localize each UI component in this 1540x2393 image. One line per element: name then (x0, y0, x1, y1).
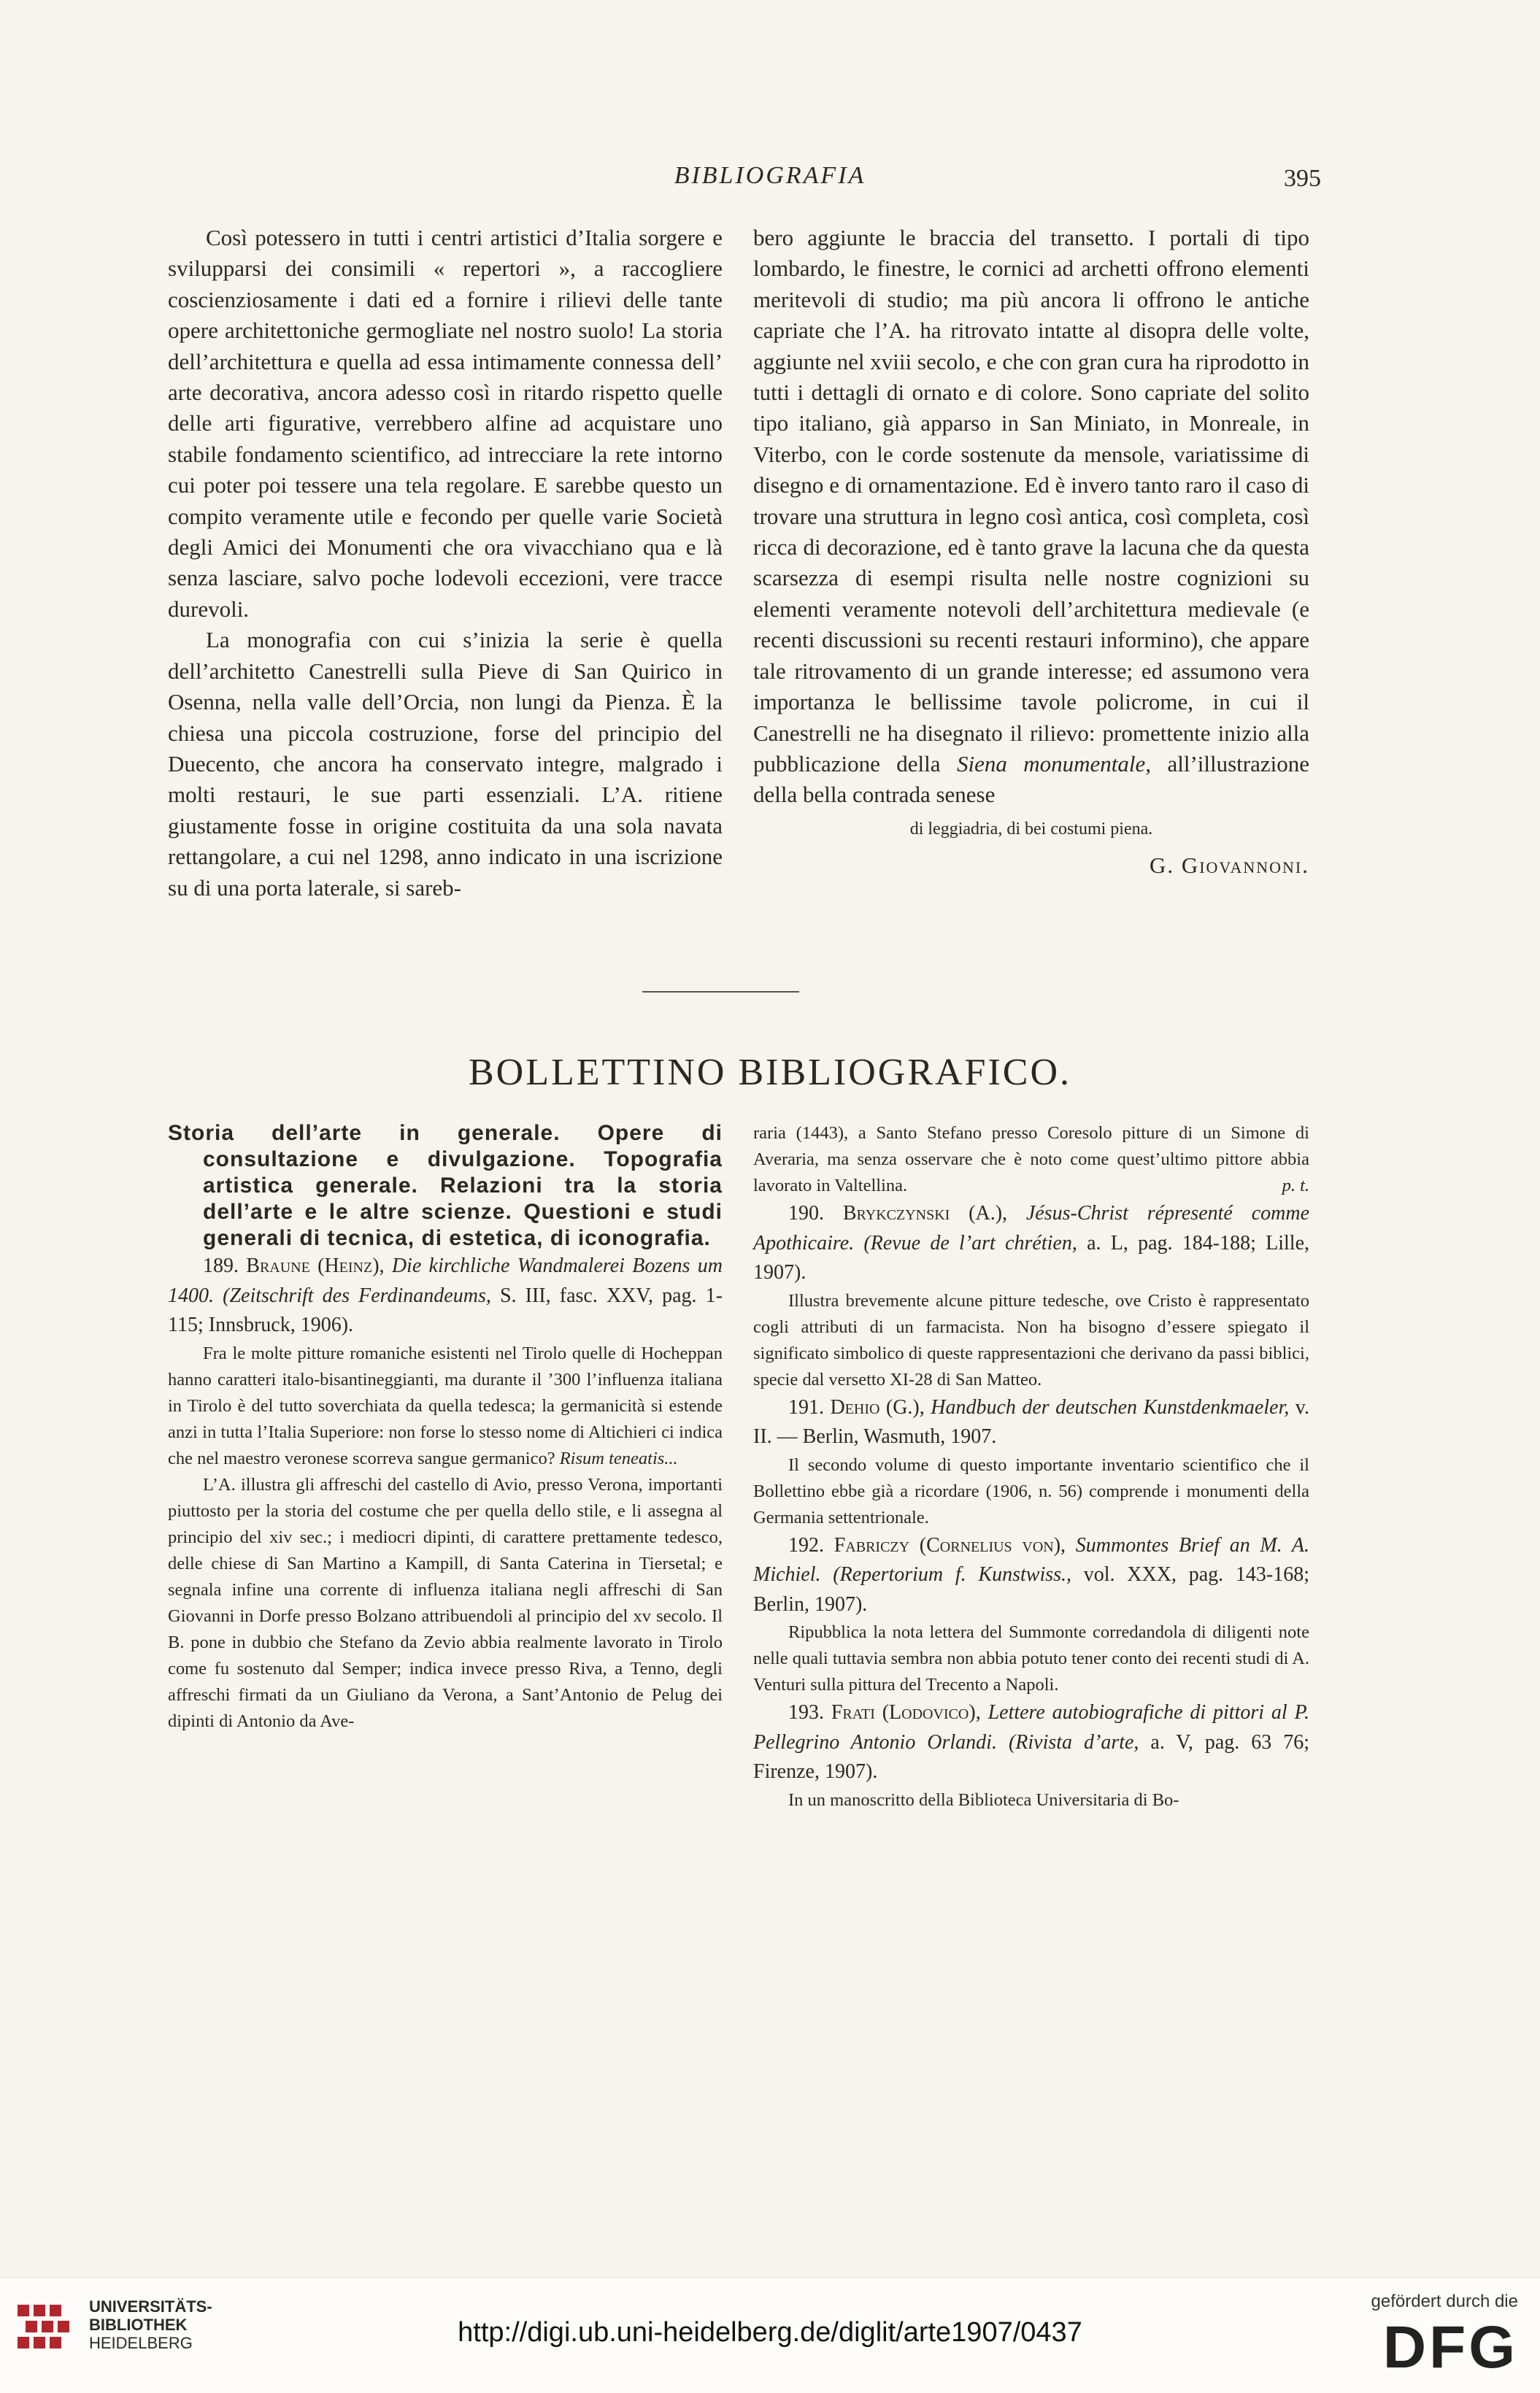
entry-number: 193. (788, 1701, 824, 1724)
entry-title: Lettere autobiografiche di pittori al P. Pellegrino Antonio Orlandi. (753, 1701, 1310, 1754)
library-name-line: HEIDELBERG (89, 2334, 193, 2352)
entry-title: Handbuch der deutschen Kunstdenkmaeler, (931, 1395, 1290, 1419)
page-number: 395 (1284, 165, 1321, 192)
entry-note: L’A. illustra gli affreschi del castello di Avio, presso Verona, importanti piuttosto per la storia del costume che per quella dello stile, e li assegna al principio del xiv sec.; i mediocri dipinti, di carattere prettamente tedesco, delle chiese di San Martino a Kampill, di Santa Caterina in Tiersetal; e segnala infine una corrente di influenza italiana negli affreschi di San Giovanni in Dorfe presso Bolzano attribuendoli al principio del xv secolo. Il B. pone in dubbio che Stefano da Zevio abbia realmente lavorato in Tirolo come fu sostenuto dal Semper; indica invece presso Riva, a Tenno, degli affreschi firmati da un Giuliano da Verona, a Sant’Antonio de Pelug dei dipinti di Antonio da Ave- (168, 1474, 723, 1731)
entry-title: Jésus-Christ répresenté comme Apothicaire. (753, 1202, 1309, 1255)
bulletin-left-column (168, 1120, 723, 1735)
article-left-column (168, 223, 723, 903)
note-text: Fra le molte pitture romaniche esistenti nel Tirolo quelle di Hocheppan hanno caratteri italo-bisantineggianti, ma durante il ’300 l’influenza italiana in Tirolo è del tutto soverchiata da quella tedesca; la germanicità si estende anzi in tutta l’Italia Superiore: non forse lo stesso nome di Altichieri ci indica che nel maestro veronese scorreva sangue germanico? (168, 1343, 723, 1468)
section-divider (642, 991, 799, 993)
entry-author: Braune (Heinz), (246, 1255, 385, 1277)
entry-details: S. III, fasc. XXV, pag. 1-115; Innsbruck, 1906). (168, 1284, 723, 1336)
paragraph: Così potessero in tutti i centri artistici d’Italia sorgere e svilupparsi dei consimili « repertori », a raccogliere coscienziosamente i dati ed a fornire i rilievi delle tante opere architettoniche germogliate nel nostro suolo! La storia dell’architettura e quella ad essa intimamente connessa dell’ arte decorativa, ancora adesso così in ritardo rispetto quelle delle arti figurative, verrebbero alfine ad acquistare uno stabile fondamento scientifico, ad intrecciare la rete intorno cui poter poi tessere una tela regolare. E sarebbe questo un compito veramente utile e fecondo per quelle varie Società degli Amici dei Monumenti che ora vivacchiano qua e là senza lasciare, salvo poche lodevoli eccezioni, vere tracce durevoli. (168, 225, 723, 622)
library-name-line: BIBLIOTHEK (89, 2316, 188, 2334)
article-right-column (753, 223, 1309, 882)
bibliography-entry (753, 1393, 1309, 1452)
entry-source: (Rivista d’arte, (1008, 1730, 1139, 1754)
entry-author: Fabriczy (Cornelius von), (833, 1533, 1066, 1557)
entry-author: Brykczynski (A.), (842, 1202, 1008, 1225)
dfg-logo[interactable]: DFG (1382, 2314, 1518, 2381)
section-title: BOLLETTINO BIBLIOGRAFICO. (468, 1052, 1072, 1093)
italic-title: Siena monumentale, (956, 750, 1152, 777)
entry-number: 192. (788, 1533, 824, 1557)
entry-author: Dehio (G.), (830, 1395, 925, 1419)
entry-title: Summontes Brief an M. A. Michiel. (753, 1533, 1310, 1586)
bibliography-entry (753, 1199, 1309, 1288)
note-text: raria (1443), a Santo Stefano presso Coresolo pitture di un Simone di Averaria, ma senza osservare che è noto come quest’ultimo pittore abbia lavorato in Valtellina. (753, 1123, 1309, 1195)
entry-number: 191. (788, 1395, 824, 1419)
entry-source: (Revue de l’art chrétien, (863, 1231, 1077, 1255)
paragraph (753, 223, 1309, 811)
running-header: BIBLIOGRAFIA (674, 162, 866, 189)
paragraph-text: all’illustrazione della bella contrada senese (753, 750, 1309, 808)
entry-details: a. V, pag. 63 76; Firenze, 1907). (753, 1730, 1309, 1783)
paragraph-text: bero aggiunte le braccia del transetto. I portali di tipo lombardo, le finestre, le cornici ad archetti offrono elementi meritevoli di studio; ma più ancora li offrono le antiche capriate che l’A. ha ritrovato intatte al disopra delle volte, aggiunte nel xviii secolo, e che con gran cura ha riprodotto in tutti i dettagli di ornato e di colore. Sono capriate del solito tipo italiano, già apparso in San Miniato, in Monreale, in Viterbo, con le corde sostenute da mensole, variatissime di disegno e di ornamentazione. Ed è invero tanto raro il caso di trovare una struttura in legno così antica, così completa, così ricca di decorazione, ed è tanto grave la lacuna che da questa scarsezza di esempi risulta nelle nostre cognizioni su elementi veramente notevoli dell’architettura medievale (e recenti discussioni su recenti restauri informino), che appare tale ritrovamento di un grande interesse; ed assumono vera importanza le bellissime tavole policrome, in cui il Canestrelli ne ha disegnato il rilievo: promettente inizio alla pubblicazione della (753, 225, 1309, 777)
entry-note: Il secondo volume di questo importante inventario scientifico che il Bollettino ebbe già a ricordare (1906, n. 56) comprende i monumenti della Germania settentrionale. (753, 1454, 1309, 1527)
reviewer-initials: p. t. (1282, 1176, 1309, 1195)
entry-details: v. II. — Berlin, Wasmuth, 1907. (753, 1395, 1309, 1448)
author-signature: G. Giovannoni. (1149, 852, 1309, 879)
funding-label: gefördert durch die (1371, 2292, 1518, 2311)
source-url-link[interactable]: http://digi.ub.uni-heidelberg.de/diglit/arte1907/0437 (458, 2317, 1082, 2348)
entry-source: (Repertorium f. Kunstwiss., (833, 1563, 1072, 1586)
entry-details: vol. XXX, pag. 143-168; Berlin, 1907). (753, 1563, 1309, 1616)
entry-author: Frati (Lodovico), (831, 1701, 981, 1724)
note-quote: Risum teneatis... (555, 1448, 678, 1468)
entry-details: a. L, pag. 184-188; Lille, 1907). (753, 1231, 1309, 1284)
entry-source: (Zeitschrift des Ferdinandeums, (223, 1284, 491, 1307)
entry-number: 190. (788, 1202, 824, 1225)
bibliography-entry (168, 1252, 723, 1341)
entry-title: Die kirchliche Wandmalerei Bozens um 1400. (168, 1255, 723, 1307)
section-heading: Storia dell’arte in generale. Opere di consultazione e divulgazione. Topografia artistica generale. Relazioni tra la storia dell’arte e le altre scienze. Questioni e studi generali di tecnica, di estetica, di iconografia. (168, 1121, 723, 1250)
entry-number: 189. (203, 1255, 239, 1277)
entry-note (753, 1120, 1309, 1199)
bulletin-right-column (753, 1120, 1309, 1814)
paragraph: La monografia con cui s’inizia la serie è quella dell’architetto Canestrelli sulla Pieve di San Quirico in Osenna, nella valle dell’Orcia, non lungi da Pienza. È la chiesa una piccola costruzione, forse del principio del Duecento, che ancora ha conservato integre, malgrado i molti restauri, le sue parti essenziali. L’A. ritiene giustamente fosse in origine costituita da una sola navata rettangolare, a cui nel 1298, anno indicato in una iscrizione su di una porta laterale, si sareb- (168, 627, 723, 901)
entry-note: In un manoscritto della Biblioteca Universitaria di Bo- (788, 1789, 1179, 1810)
library-name-line: UNIVERSITÄTS- (89, 2297, 212, 2316)
entry-note (168, 1341, 723, 1472)
bibliography-entry (753, 1531, 1309, 1620)
bibliography-entry (753, 1698, 1309, 1787)
verse-quote: di leggiadria, di bei costumi piena. (909, 819, 1153, 839)
entry-note: Illustra brevemente alcune pitture tedesche, ove Cristo è rappresentato cogli attributi di un farmacista. Non ha bisogno d’essere spiegato il significato simbolico di queste rappresentazioni che derivano da passi biblici, specie dal versetto XI-28 di San Matteo. (753, 1290, 1309, 1390)
footer-divider (0, 2277, 1540, 2278)
entry-note: Ripubblica la nota lettera del Summonte corredandola di diligenti note nelle quali tuttavia sembra non abbia potuto tener conto dei recenti studi di A. Venturi sulla pittura del Trecento a Napoli. (753, 1622, 1310, 1695)
